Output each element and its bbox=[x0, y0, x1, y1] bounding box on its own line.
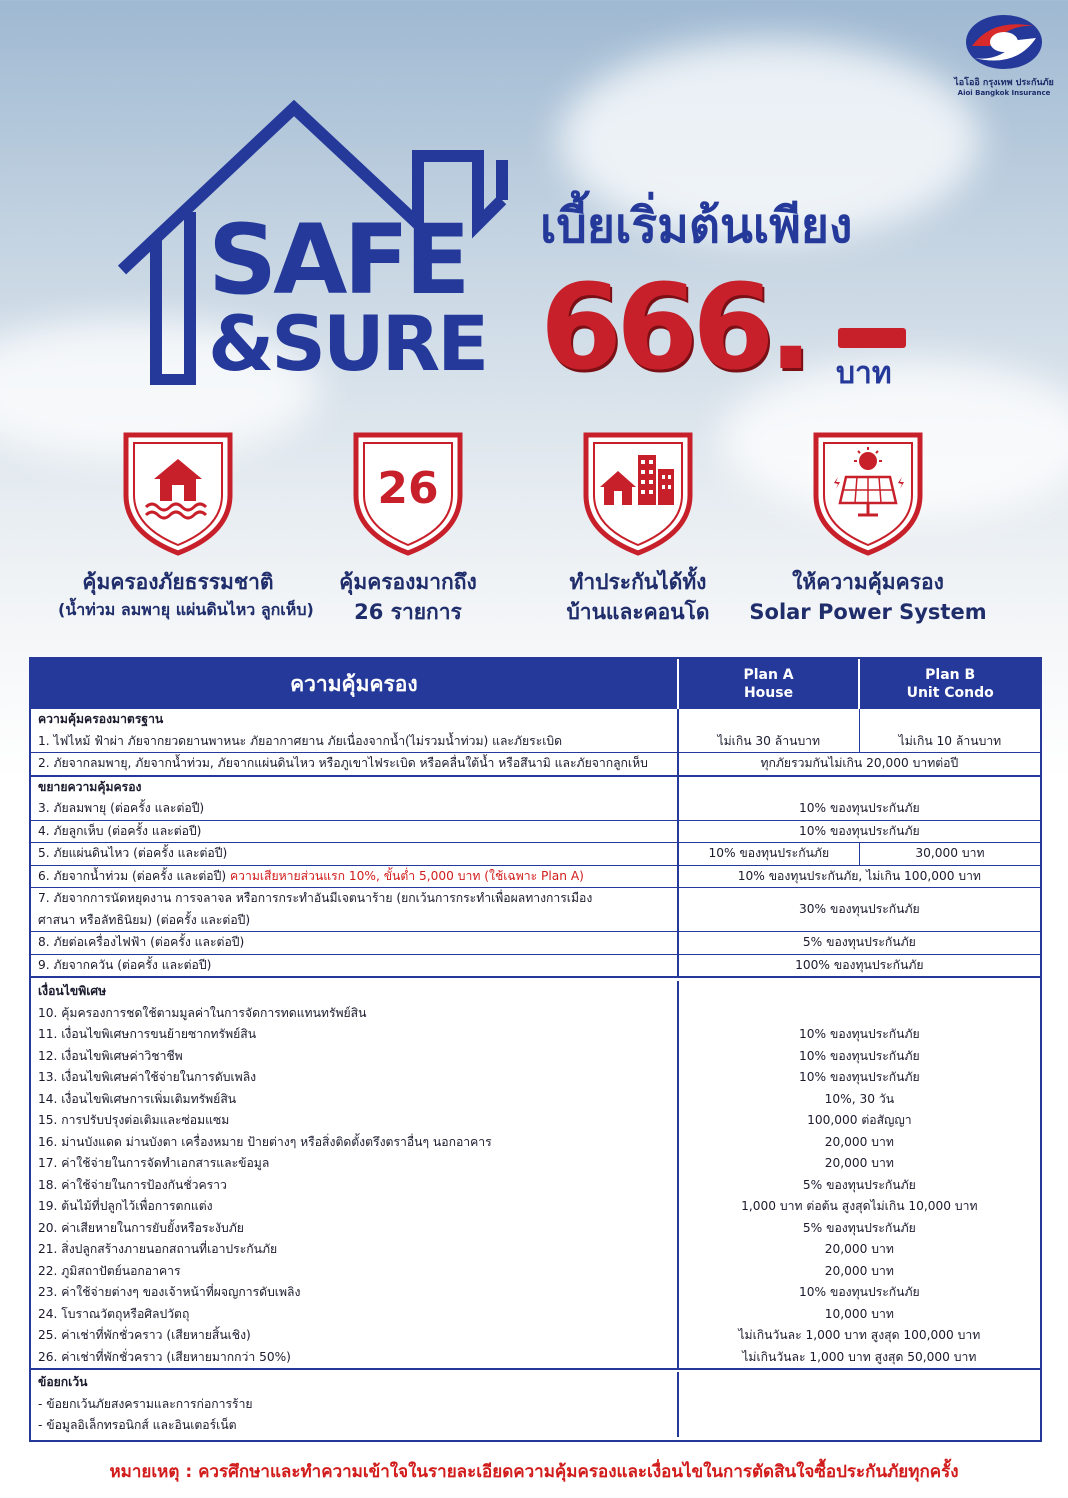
table-row bbox=[31, 1046, 1040, 1068]
row-value-text: 30% ของทุนประกันภัย bbox=[799, 901, 920, 916]
table-row bbox=[31, 1153, 1040, 1175]
table-row bbox=[31, 1347, 1040, 1369]
row-value: ไม่เกินวันละ 1,000 บาท สูงสุด 100,000 บาท bbox=[738, 1328, 981, 1342]
exclusion-item: - ข้อยกเว้นภัยสงครามและการก่อการร้าย bbox=[31, 1394, 679, 1416]
row-value: 100,000 ต่อสัญญา bbox=[807, 1113, 912, 1127]
row-label: 18. ค่าใช้จ่ายในการป้องกันชั่วคราว bbox=[31, 1175, 679, 1197]
row-label: 12. เงื่อนไขพิเศษค่าวิชาชีพ bbox=[31, 1046, 679, 1068]
row-value bbox=[679, 1003, 1040, 1025]
feature-title: คุ้มครองภัยธรรมชาติ bbox=[82, 570, 274, 594]
row-value: 10% ของทุนประกันภัย, ไม่เกิน 100,000 บาท bbox=[737, 868, 981, 883]
row-label: 20. ค่าเสียหายในการยับยั้งหรือระงับภัย bbox=[31, 1218, 679, 1240]
table-row bbox=[31, 865, 1040, 888]
table-row bbox=[31, 1110, 1040, 1132]
section-standard bbox=[31, 709, 1040, 775]
row-value: 5% ของทุนประกันภัย bbox=[802, 1177, 916, 1192]
table-row bbox=[31, 820, 1040, 843]
table-row bbox=[31, 1239, 1040, 1261]
section-title: ข้อยกเว้น bbox=[31, 1372, 679, 1394]
table-row bbox=[31, 1325, 1040, 1347]
row-label: 4. ภัยลูกเห็บ (ต่อครั้ง และต่อปี) bbox=[31, 821, 679, 843]
table-row bbox=[31, 1218, 1040, 1240]
row-label: 21. สิ่งปลูกสร้างภายนอกสถานที่เอาประกันภัย bbox=[31, 1239, 679, 1261]
row-value bbox=[679, 709, 1040, 731]
section-title: ความคุ้มครองมาตรฐาน bbox=[31, 709, 679, 731]
row-label: 19. ต้นไม้ที่ปลูกไว้เพื่อการตกแต่ง bbox=[31, 1196, 679, 1218]
row-value: ไม่เกินวันละ 1,000 บาท สูงสุด 50,000 บาท bbox=[742, 1349, 977, 1364]
plan-a-value: ไม่เกิน 30 ล้านบาท bbox=[679, 731, 860, 753]
plan-b-type: Unit Condo bbox=[906, 685, 994, 701]
house-condo-icon bbox=[576, 425, 700, 559]
row-value: 20,000 บาท bbox=[824, 1156, 894, 1170]
row-label bbox=[31, 866, 679, 888]
row-value: ทุกภัยรวมกันไม่เกิน 20,000 บาทต่อปี bbox=[760, 756, 959, 770]
feature-subtitle: (น้ำท่วม ลมพายุ แผ่นดินไหว ลูกเห็บ) bbox=[58, 600, 314, 620]
row-value: 10% ของทุนประกันภัย bbox=[799, 1070, 920, 1084]
feature-house-condo bbox=[518, 425, 758, 628]
table-row bbox=[31, 842, 1040, 865]
row-label: 17. ค่าใช้จ่ายในการจัดทำเอกสารและข้อมูล bbox=[31, 1153, 679, 1175]
coverage-table bbox=[29, 657, 1042, 1442]
header-plan-b bbox=[860, 659, 1040, 709]
section-special bbox=[31, 976, 1040, 1368]
row-value: 20,000 บาท bbox=[824, 1242, 894, 1256]
table-row bbox=[31, 752, 1040, 775]
table-row bbox=[31, 709, 1040, 731]
row-label: 24. โบราณวัตถุหรือศิลปวัตถุ bbox=[31, 1304, 679, 1326]
row-value: 5% ของทุนประกันภัย bbox=[802, 935, 916, 949]
row-label bbox=[31, 888, 679, 931]
plan-b-value: 30,000 บาท bbox=[915, 846, 985, 860]
section-exclusion bbox=[31, 1368, 1040, 1440]
feature-title: ทำประกันได้ทั้ง bbox=[569, 570, 707, 594]
table-row bbox=[31, 1024, 1040, 1046]
row-label: 16. ม่านบังแดด ม่านบังตา เครื่องหมาย ป้ายต่างๆ หรือสิ่งติดตั้งตรึงตราอื่นๆ นอกอาคาร bbox=[31, 1132, 679, 1154]
exclusion-item: - ข้อมูลอิเล็กทรอนิกส์ และอินเตอร์เน็ต bbox=[31, 1415, 679, 1437]
row-label-text: 6. ภัยจากน้ำท่วม (ต่อครั้ง และต่อปี) bbox=[38, 868, 230, 883]
price-lead-text: เบี้ยเริ่มต้นเพียง bbox=[540, 198, 853, 254]
special-rows bbox=[31, 1003, 1040, 1369]
table-row bbox=[31, 731, 1040, 753]
feature-title: คุ้มครองมากถึง bbox=[339, 570, 477, 594]
row-value: 10% ของทุนประกันภัย bbox=[799, 1027, 920, 1041]
row-label: 22. ภูมิสถาปัตย์นอกอาคาร bbox=[31, 1261, 679, 1283]
plan-a-type: House bbox=[743, 685, 794, 701]
feature-natural-disaster bbox=[58, 425, 314, 623]
row-label-line: 7. ภัยจากการนัดหยุดงาน การจลาจล หรือการกระทำอันมีเจตนาร้าย (ยกเว้นการกระทำเพื่อผลทางการเมือง bbox=[38, 891, 593, 905]
feature-badge-number: 26 bbox=[377, 463, 439, 514]
table-row bbox=[31, 798, 1040, 820]
row-label: 25. ค่าเช่าที่พักชั่วคราว (เสียหายสิ้นเชิง) bbox=[31, 1325, 679, 1347]
feature-title: ให้ความคุ้มครอง bbox=[792, 570, 944, 594]
brand-logo bbox=[954, 12, 1054, 97]
row-value: 10%, 30 วัน bbox=[824, 1091, 895, 1106]
row-label: 9. ภัยจากควัน (ต่อครั้ง และต่อปี) bbox=[31, 955, 679, 977]
row-value: 20,000 บาท bbox=[824, 1134, 894, 1149]
row-label: 11. เงื่อนไขพิเศษการขนย้ายซากทรัพย์สิน bbox=[31, 1024, 679, 1046]
table-row bbox=[31, 1196, 1040, 1218]
section-extended bbox=[31, 775, 1040, 977]
table-row bbox=[31, 1282, 1040, 1304]
row-label: 15. การปรับปรุงต่อเติมและซ่อมแซม bbox=[31, 1110, 679, 1132]
table-row bbox=[31, 1261, 1040, 1283]
row-value bbox=[679, 843, 1040, 865]
row-label: 8. ภัยต่อเครื่องไฟฟ้า (ต่อครั้ง และต่อปี) bbox=[31, 932, 679, 954]
row-value bbox=[679, 1372, 1040, 1394]
row-value bbox=[679, 1394, 1040, 1416]
plan-b-value: ไม่เกิน 10 ล้านบาท bbox=[898, 733, 1002, 748]
row-value bbox=[679, 1415, 1040, 1437]
disclaimer-note: หมายเหตุ : ควรศึกษาและทำความเข้าใจในรายละเอียดความคุ้มครองและเงื่อนไขในการตัดสินใจซื้อประกันภัยทุกครั้ง bbox=[109, 1462, 959, 1482]
row-label: 3. ภัยลมพายุ (ต่อครั้ง และต่อปี) bbox=[31, 798, 679, 820]
table-row bbox=[31, 1089, 1040, 1111]
table-row bbox=[31, 1370, 1040, 1394]
row-label: 13. เงื่อนไขพิเศษค่าใช้จ่ายในการดับเพลิง bbox=[31, 1067, 679, 1089]
brand-name-th: ไอโออิ กรุงเทพ ประกันภัย bbox=[954, 78, 1054, 88]
table-row bbox=[31, 1304, 1040, 1326]
table-row bbox=[31, 1394, 1040, 1416]
row-value: 20,000 บาท bbox=[824, 1263, 894, 1278]
row-value: 10% ของทุนประกันภัย bbox=[799, 1048, 920, 1063]
feature-solar bbox=[748, 425, 988, 628]
row-label-line: ศาสนา หรือลัทธินิยม) (ต่อครั้ง และต่อปี) bbox=[38, 912, 251, 927]
table-header bbox=[31, 659, 1040, 709]
table-row bbox=[31, 931, 1040, 954]
brand-name-en: Aioi Bangkok Insurance bbox=[957, 89, 1051, 97]
table-row bbox=[31, 1003, 1040, 1025]
price-dash bbox=[838, 328, 906, 348]
row-label: 23. ค่าใช้จ่ายต่างๆ ของเจ้าหน้าที่ผจญการดับเพลิง bbox=[31, 1282, 679, 1304]
table-row bbox=[31, 887, 1040, 931]
table-row bbox=[31, 1132, 1040, 1154]
table-row bbox=[31, 954, 1040, 977]
table-row bbox=[31, 1067, 1040, 1089]
flood-house-icon bbox=[116, 425, 240, 559]
table-row bbox=[31, 1415, 1040, 1440]
header-coverage: ความคุ้มครอง bbox=[31, 659, 679, 709]
deductible-note: ความเสียหายส่วนแรก 10%, ขั้นต่ำ 5,000 บาท (ใช้เฉพาะ Plan A) bbox=[229, 868, 584, 883]
row-value bbox=[679, 777, 1040, 799]
row-value: 1,000 บาท ต่อต้น สูงสุดไม่เกิน 10,000 บาท bbox=[741, 1199, 978, 1213]
number-26-icon bbox=[346, 425, 470, 559]
row-label: 2. ภัยจากลมพายุ, ภัยจากน้ำท่วม, ภัยจากแผ่นดินไหว หรือภูเขาไฟระเบิด หรือคลื่นใต้น้ำ หรือสึนามิ และภัยจากลูกเห็บ bbox=[31, 753, 679, 775]
feature-26-items bbox=[288, 425, 528, 628]
row-label: 10. คุ้มครองการชดใช้ตามมูลค่าในการจัดการทดแทนทรัพย์สิน bbox=[31, 1003, 679, 1025]
feature-subtitle: บ้านและคอนโด bbox=[566, 600, 710, 625]
table-row bbox=[31, 1175, 1040, 1197]
table-row bbox=[31, 777, 1040, 799]
hero-sure-text: &SURE bbox=[208, 299, 487, 388]
aioi-logo-icon bbox=[962, 12, 1046, 74]
feature-subtitle: Solar Power System bbox=[749, 600, 987, 625]
row-value: 10% ของทุนประกันภัย bbox=[799, 801, 920, 815]
row-value bbox=[679, 888, 1040, 931]
row-value: 10% ของทุนประกันภัย bbox=[799, 823, 920, 838]
hero-safe-text: SAFE bbox=[208, 204, 467, 316]
row-value: 10% ของทุนประกันภัย bbox=[799, 1285, 920, 1299]
section-title: เงื่อนไขพิเศษ bbox=[31, 981, 679, 1003]
row-value: 5% ของทุนประกันภัย bbox=[802, 1220, 916, 1235]
row-label: 14. เงื่อนไขพิเศษการเพิ่มเติมทรัพย์สิน bbox=[31, 1089, 679, 1111]
row-label: 5. ภัยแผ่นดินไหว (ต่อครั้ง และต่อปี) bbox=[31, 843, 679, 865]
plan-a-value: 10% ของทุนประกันภัย bbox=[679, 843, 860, 865]
price-value: 666. bbox=[540, 258, 808, 396]
row-label: 26. ค่าเช่าที่พักชั่วคราว (เสียหายมากกว่า 50%) bbox=[31, 1347, 679, 1369]
row-value: 10,000 บาท bbox=[824, 1306, 894, 1321]
plan-b-name: Plan B bbox=[925, 666, 976, 683]
row-value bbox=[679, 981, 1040, 1003]
row-label: 1. ไฟไหม้ ฟ้าผ่า ภัยจากยวดยานพาหนะ ภัยอากาศยาน ภัยเนื่องจากน้ำ(ไม่รวมน้ำท่วม) และภัยระเบิด bbox=[31, 731, 679, 753]
section-title: ขยายความคุ้มครอง bbox=[31, 777, 679, 799]
plan-a-name: Plan A bbox=[743, 666, 794, 683]
table-row bbox=[31, 978, 1040, 1003]
feature-subtitle: 26 รายการ bbox=[354, 600, 462, 625]
header-plan-a bbox=[679, 659, 861, 709]
price-unit: บาท bbox=[836, 356, 892, 391]
row-value bbox=[679, 731, 1040, 753]
solar-panel-icon bbox=[806, 425, 930, 559]
row-value: 100% ของทุนประกันภัย bbox=[795, 957, 924, 972]
